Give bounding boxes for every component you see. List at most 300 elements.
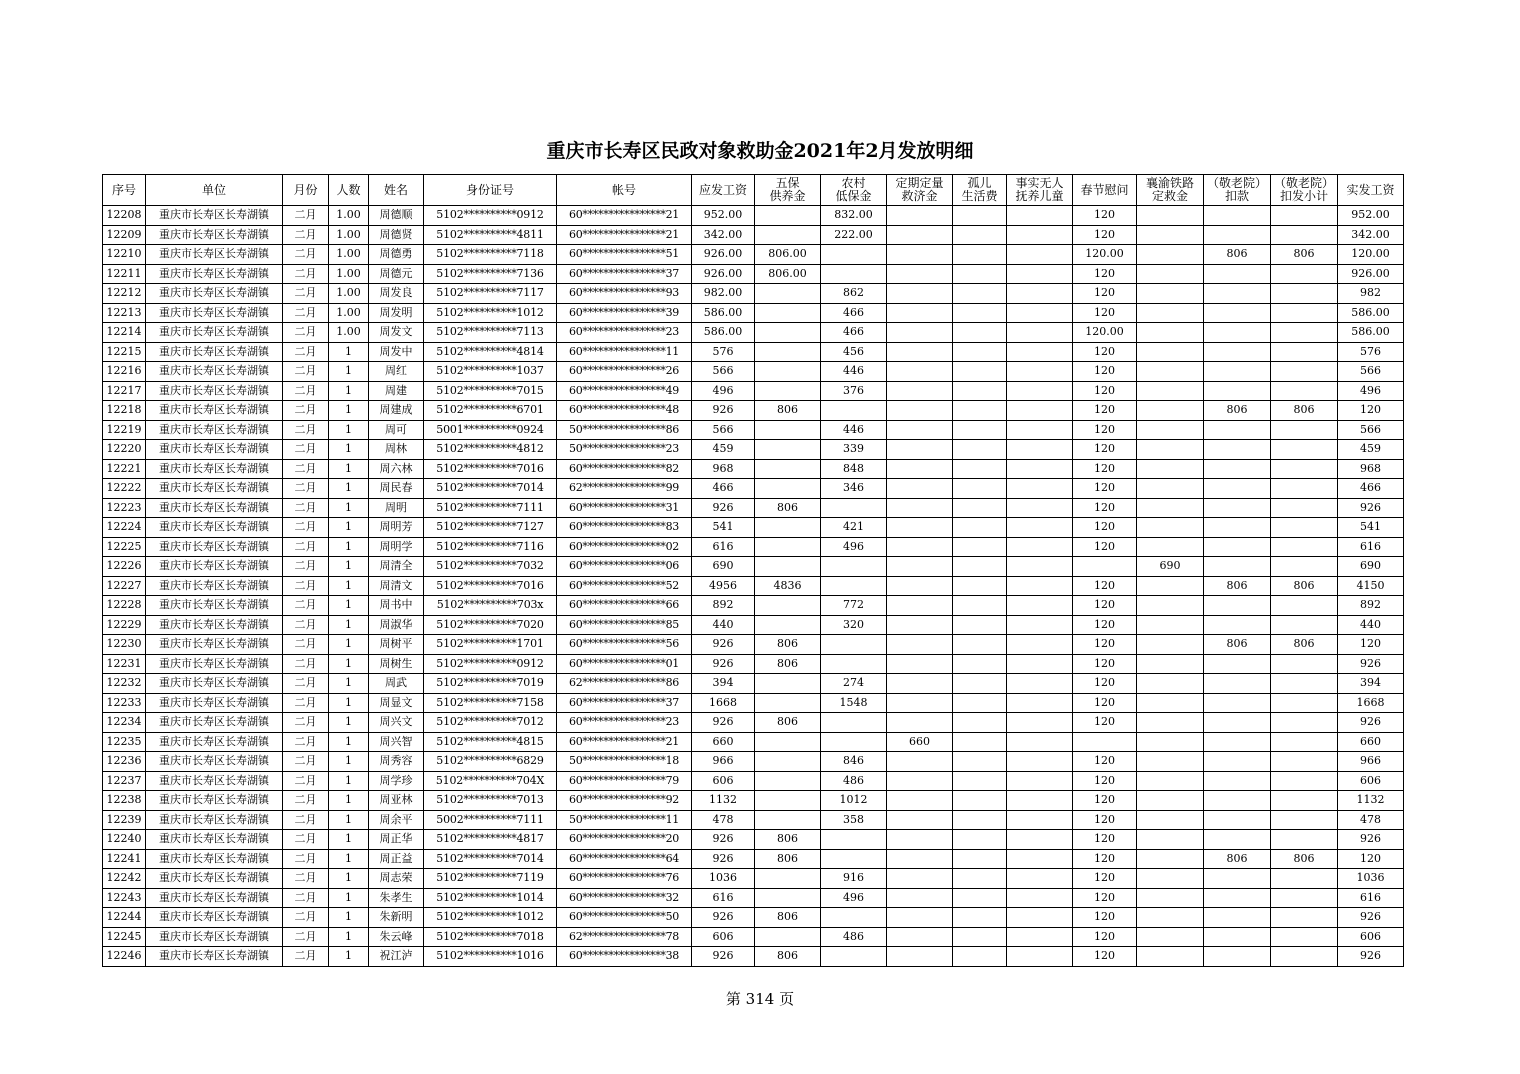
table-cell bbox=[1271, 420, 1338, 440]
table-cell: 606 bbox=[1338, 771, 1404, 791]
table-cell: 重庆市长寿区长寿湖镇 bbox=[146, 284, 283, 304]
table-cell bbox=[755, 303, 821, 323]
table-row bbox=[103, 264, 1404, 284]
table-cell bbox=[953, 869, 1007, 889]
table-row bbox=[103, 771, 1404, 791]
table-cell: 60****************31 bbox=[557, 498, 692, 518]
table-cell: 1 bbox=[329, 537, 369, 557]
table-cell: 120 bbox=[1073, 284, 1137, 304]
table-cell bbox=[953, 615, 1007, 635]
table-cell: 376 bbox=[821, 381, 887, 401]
table-cell bbox=[1137, 576, 1204, 596]
table-cell: 339 bbox=[821, 440, 887, 460]
table-row bbox=[103, 732, 1404, 752]
table-cell: 690 bbox=[692, 557, 755, 577]
table-cell: 二月 bbox=[283, 342, 329, 362]
table-cell: 二月 bbox=[283, 908, 329, 928]
table-cell: 二月 bbox=[283, 225, 329, 245]
table-cell bbox=[755, 771, 821, 791]
table-cell: 周清文 bbox=[369, 576, 424, 596]
table-cell: 120 bbox=[1073, 479, 1137, 499]
table-cell: 12242 bbox=[103, 869, 146, 889]
table-cell: 周可 bbox=[369, 420, 424, 440]
table-cell bbox=[953, 245, 1007, 265]
table-cell: 120 bbox=[1073, 888, 1137, 908]
table-cell: 478 bbox=[1338, 810, 1404, 830]
table-row bbox=[103, 654, 1404, 674]
table-cell: 12229 bbox=[103, 615, 146, 635]
column-header: 事实无人 抚养儿童 bbox=[1007, 175, 1073, 206]
table-cell: 1 bbox=[329, 498, 369, 518]
table-cell: 5102**********1012 bbox=[424, 303, 557, 323]
table-cell bbox=[1007, 771, 1073, 791]
table-cell bbox=[1271, 869, 1338, 889]
table-cell bbox=[1007, 323, 1073, 343]
table-cell bbox=[1271, 518, 1338, 538]
table-cell: 5102**********6829 bbox=[424, 752, 557, 772]
table-cell: 重庆市长寿区长寿湖镇 bbox=[146, 674, 283, 694]
table-cell bbox=[1271, 440, 1338, 460]
table-cell: 5102**********4817 bbox=[424, 830, 557, 850]
table-cell: 12243 bbox=[103, 888, 146, 908]
table-cell: 1 bbox=[329, 927, 369, 947]
table-cell: 12225 bbox=[103, 537, 146, 557]
table-cell: 朱孝生 bbox=[369, 888, 424, 908]
table-cell: 1 bbox=[329, 576, 369, 596]
table-cell: 12231 bbox=[103, 654, 146, 674]
table-cell bbox=[1137, 284, 1204, 304]
table-cell: 二月 bbox=[283, 752, 329, 772]
table-cell bbox=[755, 537, 821, 557]
table-cell: 祝江泸 bbox=[369, 947, 424, 967]
table-row bbox=[103, 284, 1404, 304]
table-row bbox=[103, 245, 1404, 265]
table-cell: 806 bbox=[1271, 576, 1338, 596]
table-cell: 120 bbox=[1073, 927, 1137, 947]
table-cell: 周发良 bbox=[369, 284, 424, 304]
table-cell: 120 bbox=[1073, 362, 1137, 382]
column-header: （敬老院） 扣款 bbox=[1204, 175, 1271, 206]
table-cell: 456 bbox=[821, 342, 887, 362]
table-cell: 1 bbox=[329, 635, 369, 655]
table-cell bbox=[1204, 947, 1271, 967]
table-cell bbox=[1204, 771, 1271, 791]
table-cell bbox=[953, 752, 1007, 772]
table-cell bbox=[821, 576, 887, 596]
table-cell bbox=[953, 342, 1007, 362]
table-cell bbox=[1271, 713, 1338, 733]
table-cell bbox=[755, 693, 821, 713]
table-cell: 重庆市长寿区长寿湖镇 bbox=[146, 830, 283, 850]
table-cell: 二月 bbox=[283, 401, 329, 421]
table-cell: 周六林 bbox=[369, 459, 424, 479]
column-header: 春节慰问 bbox=[1073, 175, 1137, 206]
table-cell bbox=[1137, 849, 1204, 869]
table-cell: 5102**********7016 bbox=[424, 459, 557, 479]
table-cell: 616 bbox=[1338, 888, 1404, 908]
table-cell: 1548 bbox=[821, 693, 887, 713]
table-cell: 1 bbox=[329, 849, 369, 869]
table-cell bbox=[1137, 888, 1204, 908]
table-cell: 5102**********7018 bbox=[424, 927, 557, 947]
table-row bbox=[103, 947, 1404, 967]
table-row bbox=[103, 576, 1404, 596]
table-cell bbox=[1007, 830, 1073, 850]
table-cell: 12216 bbox=[103, 362, 146, 382]
table-cell: 50****************86 bbox=[557, 420, 692, 440]
table-cell: 周红 bbox=[369, 362, 424, 382]
table-cell: 274 bbox=[821, 674, 887, 694]
table-cell: 周明 bbox=[369, 498, 424, 518]
table-cell bbox=[1007, 615, 1073, 635]
table-cell: 60****************02 bbox=[557, 537, 692, 557]
table-cell: 二月 bbox=[283, 498, 329, 518]
table-cell: 1 bbox=[329, 401, 369, 421]
table-row bbox=[103, 479, 1404, 499]
table-cell bbox=[1204, 537, 1271, 557]
table-cell: 60****************38 bbox=[557, 947, 692, 967]
table-cell: 4956 bbox=[692, 576, 755, 596]
table-cell: 重庆市长寿区长寿湖镇 bbox=[146, 888, 283, 908]
table-row bbox=[103, 537, 1404, 557]
table-cell: 120 bbox=[1073, 849, 1137, 869]
table-cell: 60****************56 bbox=[557, 635, 692, 655]
table-cell: 926.00 bbox=[1338, 264, 1404, 284]
table-cell bbox=[887, 323, 953, 343]
table-cell: 926 bbox=[1338, 654, 1404, 674]
table-cell bbox=[887, 635, 953, 655]
table-cell: 926.00 bbox=[692, 245, 755, 265]
table-cell: 459 bbox=[692, 440, 755, 460]
table-cell: 120 bbox=[1073, 459, 1137, 479]
table-cell bbox=[887, 537, 953, 557]
table-cell: 二月 bbox=[283, 479, 329, 499]
table-cell: 1 bbox=[329, 713, 369, 733]
table-cell: 660 bbox=[692, 732, 755, 752]
table-cell bbox=[1271, 381, 1338, 401]
table-cell bbox=[1137, 635, 1204, 655]
table-row bbox=[103, 810, 1404, 830]
table-row bbox=[103, 888, 1404, 908]
table-row bbox=[103, 557, 1404, 577]
table-cell bbox=[1007, 596, 1073, 616]
table-cell: 5002**********7111 bbox=[424, 810, 557, 830]
table-cell bbox=[1271, 752, 1338, 772]
table-cell bbox=[1007, 869, 1073, 889]
table-cell bbox=[1271, 888, 1338, 908]
table-cell bbox=[1007, 635, 1073, 655]
table-cell: 周发文 bbox=[369, 323, 424, 343]
table-cell bbox=[887, 947, 953, 967]
table-cell: 586.00 bbox=[1338, 323, 1404, 343]
table-cell: 重庆市长寿区长寿湖镇 bbox=[146, 615, 283, 635]
table-cell: 926 bbox=[692, 498, 755, 518]
table-cell bbox=[1007, 849, 1073, 869]
table-cell bbox=[1137, 420, 1204, 440]
table-cell bbox=[953, 557, 1007, 577]
table-cell: 806 bbox=[755, 830, 821, 850]
table-cell: 二月 bbox=[283, 674, 329, 694]
table-cell: 120 bbox=[1073, 615, 1137, 635]
table-cell: 周发中 bbox=[369, 342, 424, 362]
table-cell bbox=[953, 888, 1007, 908]
table-cell: 12245 bbox=[103, 927, 146, 947]
table-cell: 重庆市长寿区长寿湖镇 bbox=[146, 752, 283, 772]
table-cell: 496 bbox=[821, 537, 887, 557]
table-cell: 466 bbox=[692, 479, 755, 499]
table-cell: 926 bbox=[1338, 498, 1404, 518]
table-cell: 二月 bbox=[283, 284, 329, 304]
table-cell bbox=[1271, 362, 1338, 382]
table-cell bbox=[821, 635, 887, 655]
table-cell: 二月 bbox=[283, 849, 329, 869]
table-cell: 60****************92 bbox=[557, 791, 692, 811]
table-cell: 60****************11 bbox=[557, 342, 692, 362]
table-cell: 120 bbox=[1073, 752, 1137, 772]
table-cell: 358 bbox=[821, 810, 887, 830]
table-cell: 12215 bbox=[103, 342, 146, 362]
table-cell: 5102**********7013 bbox=[424, 791, 557, 811]
table-cell bbox=[887, 752, 953, 772]
table-cell: 120 bbox=[1338, 849, 1404, 869]
table-cell bbox=[755, 615, 821, 635]
table-cell bbox=[953, 225, 1007, 245]
table-cell bbox=[755, 869, 821, 889]
table-cell: 1036 bbox=[1338, 869, 1404, 889]
table-cell: 1 bbox=[329, 518, 369, 538]
table-cell bbox=[887, 401, 953, 421]
table-cell bbox=[1204, 440, 1271, 460]
table-cell: 1 bbox=[329, 440, 369, 460]
table-cell bbox=[1007, 459, 1073, 479]
table-cell: 1 bbox=[329, 557, 369, 577]
table-cell bbox=[1204, 674, 1271, 694]
table-cell: 926 bbox=[692, 635, 755, 655]
table-row bbox=[103, 440, 1404, 460]
table-cell bbox=[1271, 732, 1338, 752]
table-cell bbox=[1137, 908, 1204, 928]
table-cell bbox=[821, 908, 887, 928]
table-cell: 12219 bbox=[103, 420, 146, 440]
table-cell: 926 bbox=[1338, 947, 1404, 967]
column-header: 序号 bbox=[103, 175, 146, 206]
table-cell bbox=[755, 420, 821, 440]
table-cell bbox=[1137, 459, 1204, 479]
table-cell: 二月 bbox=[283, 440, 329, 460]
table-cell: 60****************49 bbox=[557, 381, 692, 401]
table-cell: 586.00 bbox=[1338, 303, 1404, 323]
table-cell: 772 bbox=[821, 596, 887, 616]
table-cell: 重庆市长寿区长寿湖镇 bbox=[146, 947, 283, 967]
table-header-row bbox=[103, 175, 1404, 206]
table-cell: 1132 bbox=[692, 791, 755, 811]
table-cell: 二月 bbox=[283, 888, 329, 908]
column-header: 帐号 bbox=[557, 175, 692, 206]
table-cell: 1668 bbox=[1338, 693, 1404, 713]
table-cell: 重庆市长寿区长寿湖镇 bbox=[146, 323, 283, 343]
table-cell: 566 bbox=[692, 420, 755, 440]
table-cell bbox=[953, 908, 1007, 928]
table-cell bbox=[953, 459, 1007, 479]
table-cell bbox=[1204, 791, 1271, 811]
table-cell: 重庆市长寿区长寿湖镇 bbox=[146, 771, 283, 791]
table-cell bbox=[1204, 342, 1271, 362]
table-cell bbox=[1007, 498, 1073, 518]
table-cell bbox=[953, 303, 1007, 323]
table-cell: 60****************23 bbox=[557, 323, 692, 343]
table-cell: 832.00 bbox=[821, 206, 887, 226]
table-cell: 周德贤 bbox=[369, 225, 424, 245]
table-cell: 二月 bbox=[283, 264, 329, 284]
table-cell: 1012 bbox=[821, 791, 887, 811]
table-cell: 60****************82 bbox=[557, 459, 692, 479]
table-cell bbox=[887, 810, 953, 830]
table-cell bbox=[1204, 284, 1271, 304]
table-cell: 346 bbox=[821, 479, 887, 499]
table-cell: 周德勇 bbox=[369, 245, 424, 265]
table-cell bbox=[887, 888, 953, 908]
table-cell: 周德顺 bbox=[369, 206, 424, 226]
table-cell bbox=[953, 576, 1007, 596]
column-header: 实发工资 bbox=[1338, 175, 1404, 206]
table-cell: 1 bbox=[329, 459, 369, 479]
table-cell: 二月 bbox=[283, 771, 329, 791]
table-cell bbox=[1137, 752, 1204, 772]
table-cell: 120 bbox=[1073, 693, 1137, 713]
table-cell: 806 bbox=[1204, 401, 1271, 421]
table-cell bbox=[1007, 791, 1073, 811]
table-cell: 二月 bbox=[283, 303, 329, 323]
table-cell: 12208 bbox=[103, 206, 146, 226]
table-cell bbox=[1137, 674, 1204, 694]
table-cell: 496 bbox=[692, 381, 755, 401]
table-cell: 重庆市长寿区长寿湖镇 bbox=[146, 264, 283, 284]
table-cell bbox=[1204, 615, 1271, 635]
table-cell: 60****************37 bbox=[557, 693, 692, 713]
table-cell: 60****************51 bbox=[557, 245, 692, 265]
table-cell bbox=[1137, 342, 1204, 362]
table-cell bbox=[953, 771, 1007, 791]
table-row bbox=[103, 401, 1404, 421]
table-cell bbox=[887, 674, 953, 694]
table-row bbox=[103, 596, 1404, 616]
table-cell bbox=[953, 401, 1007, 421]
table-cell: 重庆市长寿区长寿湖镇 bbox=[146, 225, 283, 245]
table-cell: 1 bbox=[329, 615, 369, 635]
table-cell: 1 bbox=[329, 752, 369, 772]
table-cell bbox=[1137, 401, 1204, 421]
table-cell: 二月 bbox=[283, 830, 329, 850]
table-cell bbox=[1271, 303, 1338, 323]
table-cell bbox=[755, 674, 821, 694]
table-cell: 1.00 bbox=[329, 284, 369, 304]
table-cell bbox=[755, 381, 821, 401]
table-cell bbox=[887, 206, 953, 226]
table-cell bbox=[887, 557, 953, 577]
table-cell: 806 bbox=[1271, 245, 1338, 265]
table-cell bbox=[1137, 771, 1204, 791]
table-cell: 120 bbox=[1073, 810, 1137, 830]
table-cell bbox=[953, 635, 1007, 655]
table-cell: 120 bbox=[1073, 654, 1137, 674]
table-cell bbox=[1137, 869, 1204, 889]
table-cell: 周发明 bbox=[369, 303, 424, 323]
page-number: 第 314 页 bbox=[725, 990, 795, 1008]
table-cell bbox=[1007, 440, 1073, 460]
table-cell bbox=[1007, 927, 1073, 947]
table-cell: 二月 bbox=[283, 810, 329, 830]
table-cell bbox=[1007, 401, 1073, 421]
table-cell bbox=[953, 537, 1007, 557]
table-cell bbox=[1137, 498, 1204, 518]
table-cell bbox=[821, 654, 887, 674]
table-cell: 120 bbox=[1073, 303, 1137, 323]
table-cell: 586.00 bbox=[692, 303, 755, 323]
table-cell: 806 bbox=[755, 849, 821, 869]
table-cell: 806.00 bbox=[755, 264, 821, 284]
table-cell: 968 bbox=[1338, 459, 1404, 479]
table-cell: 466 bbox=[821, 323, 887, 343]
table-cell: 120 bbox=[1073, 537, 1137, 557]
table-cell: 1 bbox=[329, 908, 369, 928]
table-cell: 1036 bbox=[692, 869, 755, 889]
table-cell: 重庆市长寿区长寿湖镇 bbox=[146, 303, 283, 323]
table-cell: 1.00 bbox=[329, 264, 369, 284]
table-cell: 二月 bbox=[283, 654, 329, 674]
table-cell: 806 bbox=[755, 713, 821, 733]
table-cell: 459 bbox=[1338, 440, 1404, 460]
table-cell: 541 bbox=[1338, 518, 1404, 538]
table-cell: 1 bbox=[329, 342, 369, 362]
table-cell: 12230 bbox=[103, 635, 146, 655]
table-cell bbox=[953, 498, 1007, 518]
table-row bbox=[103, 791, 1404, 811]
table-cell: 926 bbox=[692, 654, 755, 674]
table-cell: 606 bbox=[1338, 927, 1404, 947]
table-cell: 421 bbox=[821, 518, 887, 538]
table-row bbox=[103, 225, 1404, 245]
table-cell: 690 bbox=[1137, 557, 1204, 577]
table-cell: 806 bbox=[755, 401, 821, 421]
table-cell: 5102**********7136 bbox=[424, 264, 557, 284]
table-cell: 1 bbox=[329, 947, 369, 967]
table-cell bbox=[1204, 752, 1271, 772]
table-cell: 重庆市长寿区长寿湖镇 bbox=[146, 927, 283, 947]
table-cell: 二月 bbox=[283, 635, 329, 655]
table-cell: 120 bbox=[1073, 830, 1137, 850]
table-cell: 12236 bbox=[103, 752, 146, 772]
table-cell: 12226 bbox=[103, 557, 146, 577]
table-cell: 120 bbox=[1073, 518, 1137, 538]
table-cell bbox=[1137, 362, 1204, 382]
table-cell: 周德元 bbox=[369, 264, 424, 284]
table-cell: 606 bbox=[692, 927, 755, 947]
table-cell bbox=[755, 206, 821, 226]
column-header: 月份 bbox=[283, 175, 329, 206]
column-header: 身份证号 bbox=[424, 175, 557, 206]
table-cell bbox=[1271, 908, 1338, 928]
table-cell bbox=[1271, 206, 1338, 226]
table-cell: 320 bbox=[821, 615, 887, 635]
table-cell bbox=[953, 381, 1007, 401]
table-cell: 1 bbox=[329, 654, 369, 674]
table-cell: 周正益 bbox=[369, 849, 424, 869]
table-cell: 5102**********7014 bbox=[424, 849, 557, 869]
table-cell: 60****************66 bbox=[557, 596, 692, 616]
table-cell: 926.00 bbox=[692, 264, 755, 284]
table-cell bbox=[1007, 576, 1073, 596]
table-cell bbox=[1204, 693, 1271, 713]
